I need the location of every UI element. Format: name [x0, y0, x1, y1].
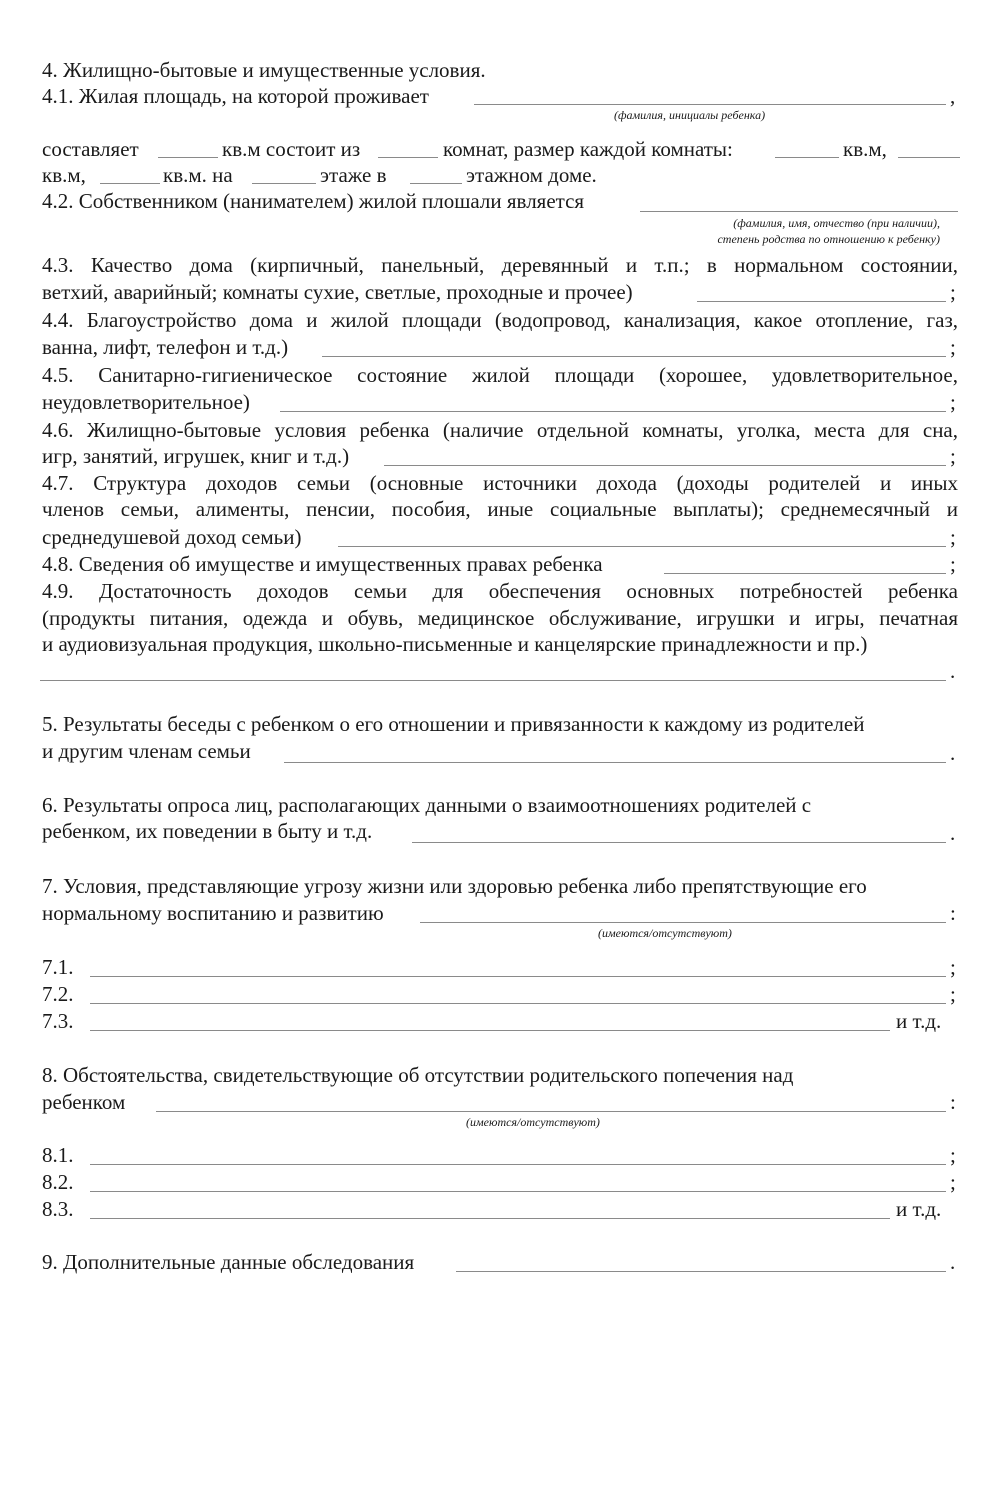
item-8-1-field[interactable] [90, 1164, 946, 1165]
item-8-2-field[interactable] [90, 1191, 946, 1192]
item-4-7-line-1: 4.7. Структура доходов семьи (основные источники дохода (доходы родителей и иных [42, 471, 958, 495]
child-living-field[interactable] [384, 465, 946, 466]
text-etazhe: этаже в [320, 163, 387, 187]
owner-field[interactable] [640, 211, 958, 212]
item-4-9-line-3: и аудиовизуальная продукция, школьно-письменные и канцелярские принадлежности и пр.) [42, 632, 868, 656]
section-7-line-2: нормальному воспитанию и развитию [42, 901, 384, 925]
survey-results-field[interactable] [412, 842, 946, 843]
section-6-line-1: 6. Результаты опроса лиц, располагающих данными о взаимоотношениях родителей с [42, 793, 812, 817]
owner-hint-line-1: (фамилия, имя, отчество (при наличии), [733, 216, 940, 230]
floors-total-field[interactable] [410, 183, 462, 184]
item-4-6-line-2: игр, занятий, игрушек, книг и т.д.) [42, 444, 350, 468]
punctuation: ; [950, 525, 956, 549]
section-9-label: 9. Дополнительные данные обследования [42, 1250, 415, 1274]
item-4-7-line-3: среднедушевой доход семьи) [42, 525, 302, 549]
text-kvm: кв.м, [843, 137, 887, 161]
income-field[interactable] [338, 546, 946, 547]
text-komnat: комнат, размер каждой комнаты: [443, 137, 733, 161]
item-4-4-line-2: ванна, лифт, телефон и т.д.) [42, 335, 289, 359]
item-4-3-line-2: ветхий, аварийный; комнаты сухие, светлые, проходные и прочее) [42, 280, 633, 304]
text-etazhnom: этажном доме. [466, 163, 597, 187]
item-4-3-line-1: 4.3. Качество дома (кирпичный, панельный, деревянный и т.п.; в нормальном состоянии, [42, 253, 958, 277]
parental-care-field[interactable] [156, 1111, 946, 1112]
item-4-1-label: 4.1. Жилая площадь, на которой проживает [42, 84, 429, 108]
punctuation: ; [950, 1143, 956, 1167]
punctuation: ; [950, 280, 956, 304]
punctuation: , [950, 84, 956, 108]
punctuation: . [950, 1250, 956, 1274]
item-8-1-label: 8.1. [42, 1143, 74, 1167]
item-4-5-line-2: неудовлетворительное) [42, 390, 250, 414]
punctuation: : [950, 1090, 956, 1114]
item-4-4-line-1: 4.4. Благоустройство дома и жилой площади (водопровод, канализация, какое отопление, газ, [42, 308, 958, 332]
punctuation: ; [950, 335, 956, 359]
sufficiency-field[interactable] [40, 680, 946, 681]
item-4-2-label: 4.2. Собственником (нанимателем) жилой плошали является [42, 189, 585, 213]
parental-care-hint: (имеются/отсутствуют) [466, 1115, 600, 1129]
text-kvm-2: кв.м, [42, 163, 86, 187]
item-7-3-label: 7.3. [42, 1009, 74, 1033]
owner-hint [600, 215, 940, 247]
item-4-8-label: 4.8. Сведения об имуществе и имущественных правах ребенка [42, 552, 603, 576]
threat-conditions-field[interactable] [420, 922, 946, 923]
text-kvm-na: кв.м. на [163, 163, 233, 187]
sanitary-field[interactable] [280, 411, 946, 412]
room-2-size-field[interactable] [898, 157, 960, 158]
child-name-field[interactable] [474, 104, 946, 105]
item-8-2-label: 8.2. [42, 1170, 74, 1194]
item-4-9-line-1: 4.9. Достаточность доходов семьи для обеспечения основных потребностей ребенка [42, 579, 958, 603]
house-quality-field[interactable] [697, 301, 946, 302]
punctuation: : [950, 901, 956, 925]
child-name-hint: (фамилия, инициалы ребенка) [614, 108, 766, 122]
item-8-3-field[interactable] [90, 1218, 890, 1219]
item-4-7-line-2: членов семьи, алименты, пенсии, пособия, иные социальные выплаты); среднемесячный и [42, 497, 958, 521]
item-4-5-line-1: 4.5. Санитарно-гигиеническое состояние жилой площади (хорошее, удовлетворительное, [42, 363, 958, 387]
item-7-3-field[interactable] [90, 1030, 890, 1031]
punctuation: ; [950, 552, 956, 576]
room-1-size-field[interactable] [775, 157, 839, 158]
section-7-line-1: 7. Условия, представляющие угрозу жизни или здоровью ребенка либо препятствующие его [42, 874, 867, 898]
property-field[interactable] [664, 573, 946, 574]
item-7-1-field[interactable] [90, 976, 946, 977]
punctuation: ; [950, 1170, 956, 1194]
rooms-count-field[interactable] [378, 157, 438, 158]
section-5-line-1: 5. Результаты беседы с ребенком о его отношении и привязанности к каждому из родителей [42, 712, 865, 736]
text-sostavlyaet: составляет [42, 137, 139, 161]
item-7-1-label: 7.1. [42, 955, 74, 979]
area-sqm-field[interactable] [158, 157, 218, 158]
item-4-6-line-1: 4.6. Жилищно-бытовые условия ребенка (наличие отдельной комнаты, уголка, места для сна, [42, 418, 958, 442]
item-7-2-label: 7.2. [42, 982, 74, 1006]
section-8-line-2: ребенком [42, 1090, 126, 1114]
etc-text: и т.д. [896, 1009, 942, 1033]
punctuation: ; [950, 955, 956, 979]
section-5-line-2: и другим членам семьи [42, 739, 251, 763]
amenities-field[interactable] [322, 356, 946, 357]
threat-hint: (имеются/отсутствуют) [598, 926, 732, 940]
etc-text: и т.д. [896, 1197, 942, 1221]
punctuation: ; [950, 444, 956, 468]
additional-data-field[interactable] [456, 1271, 946, 1272]
room-3-size-field[interactable] [100, 183, 160, 184]
owner-hint-line-2: степень родства по отношению к ребенку) [717, 232, 940, 246]
punctuation: . [950, 659, 956, 683]
child-conversation-field[interactable] [284, 762, 946, 763]
floor-field[interactable] [252, 183, 316, 184]
punctuation: ; [950, 390, 956, 414]
text-kvm-sostoit: кв.м состоит из [222, 137, 361, 161]
item-8-3-label: 8.3. [42, 1197, 74, 1221]
punctuation: . [950, 741, 956, 765]
punctuation: ; [950, 982, 956, 1006]
item-7-2-field[interactable] [90, 1003, 946, 1004]
section-8-line-1: 8. Обстоятельства, свидетельствующие об отсутствии родительского попечения над [42, 1063, 794, 1087]
punctuation: . [950, 821, 956, 845]
section-4-title: 4. Жилищно-бытовые и имущественные условия. [42, 58, 486, 82]
item-4-9-line-2: (продукты питания, одежда и обувь, медицинское обслуживание, игрушки и игры, печатная [42, 606, 958, 630]
section-6-line-2: ребенком, их поведении в быту и т.д. [42, 819, 373, 843]
